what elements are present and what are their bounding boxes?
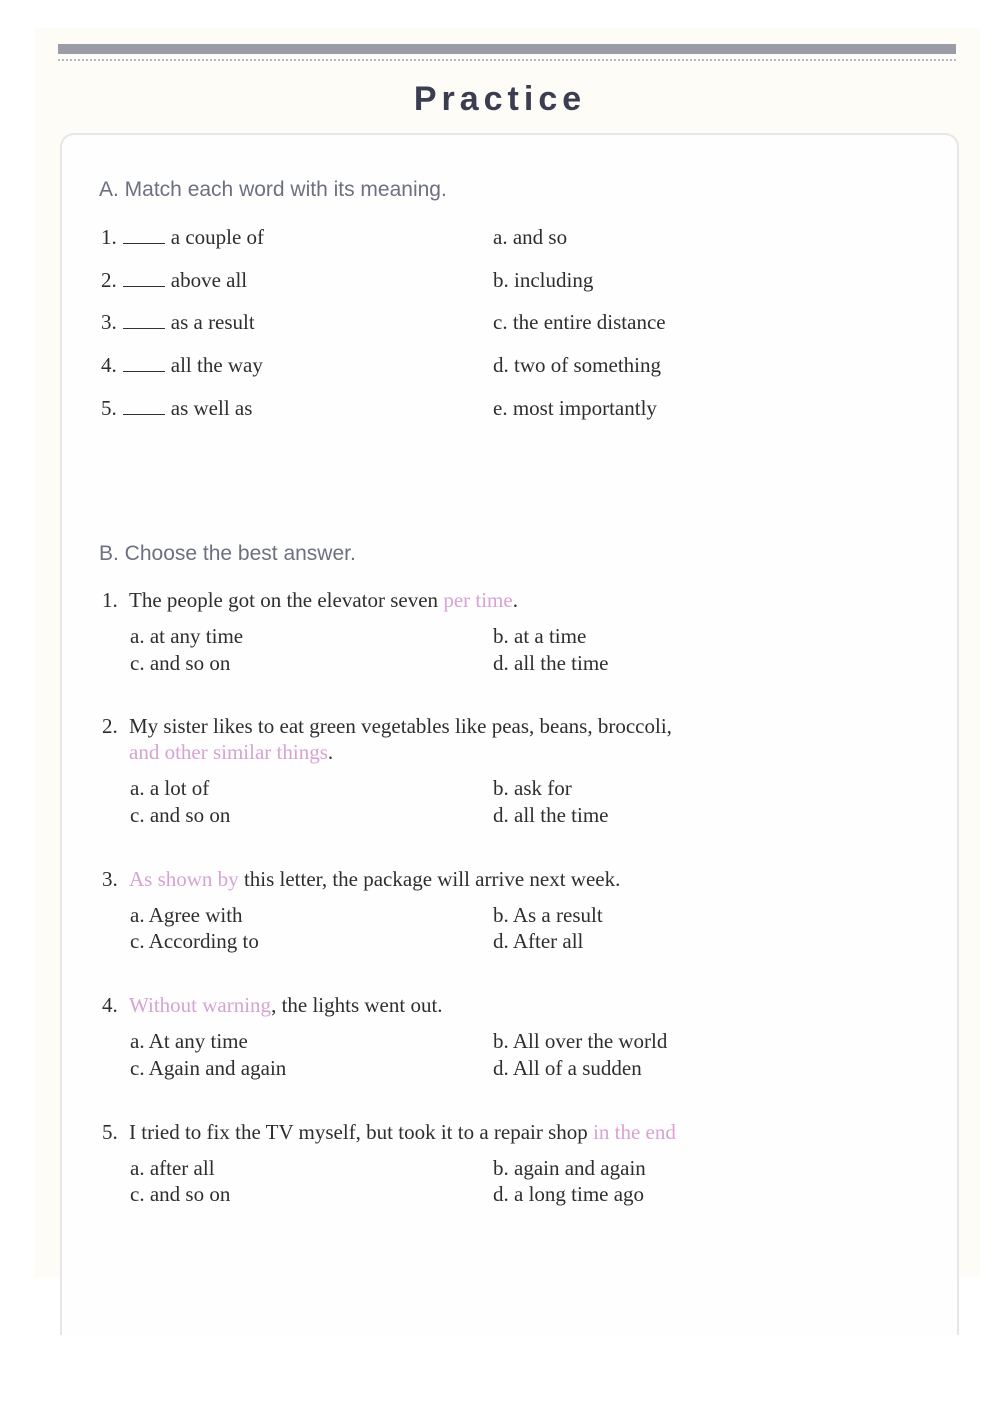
option[interactable]: a. after all [130,1156,215,1180]
page-title: Practice [413,80,587,118]
option[interactable]: a. Agree with [130,903,243,927]
option[interactable]: c. and so on [130,803,231,827]
highlighted-phrase: Without warning [129,993,272,1017]
highlighted-phrase: in the end [593,1120,676,1144]
option[interactable]: d. All of a sudden [493,1056,642,1080]
question-3: 3. As shown by this letter, the package will arrive next week. [102,867,621,891]
option[interactable]: c. According to [130,929,259,953]
highlighted-phrase: and other similar things [129,740,328,764]
option[interactable]: d. all the time [493,803,609,827]
question-1: 1. The people got on the elevator seven per time. [102,588,518,612]
meaning-item: b. including [493,268,594,292]
question-5: 5. I tried to fix the TV myself, but took it to a repair shop in the end [102,1120,676,1144]
question-4: 4. Without warning, the lights went out. [102,993,443,1017]
header-divider [58,59,956,61]
header-bar [58,44,956,54]
section-b-heading: B. Choose the best answer. [99,542,356,565]
option[interactable]: b. All over the world [493,1029,668,1053]
option[interactable]: c. and so on [130,651,231,675]
answer-blank[interactable] [123,371,165,372]
meaning-item: c. the entire distance [493,310,666,334]
option[interactable]: b. again and again [493,1156,646,1180]
answer-blank[interactable] [123,328,165,329]
answer-blank[interactable] [123,414,165,415]
meaning-item: e. most importantly [493,396,657,420]
meaning-item: d. two of something [493,353,661,377]
answer-blank[interactable] [123,243,165,244]
highlighted-phrase: As shown by [129,867,239,891]
option[interactable]: c. and so on [130,1182,231,1206]
option[interactable]: c. Again and again [130,1056,287,1080]
highlighted-phrase: per time [443,588,513,612]
match-item: 5. as well as [101,396,253,420]
option[interactable]: d. all the time [493,651,609,675]
option[interactable]: b. ask for [493,776,572,800]
match-item: 2. above all [101,268,248,292]
match-item: 4. all the way [101,353,263,377]
option[interactable]: a. At any time [130,1029,248,1053]
match-item: 3. as a result [101,310,255,334]
option[interactable]: a. at any time [130,624,244,648]
option[interactable]: d. After all [493,929,584,953]
match-item: 1. a couple of [101,225,265,249]
option[interactable]: b. at a time [493,624,587,648]
option[interactable]: b. As a result [493,903,603,927]
option[interactable]: d. a long time ago [493,1182,645,1206]
question-2: 2. My sister likes to eat green vegetables like peas, beans, broccoli, and other similar things. [102,714,672,764]
meaning-item: a. and so [493,225,568,249]
option[interactable]: a. a lot of [130,776,210,800]
answer-blank[interactable] [123,286,165,287]
section-a-heading: A. Match each word with its meaning. [99,178,447,201]
